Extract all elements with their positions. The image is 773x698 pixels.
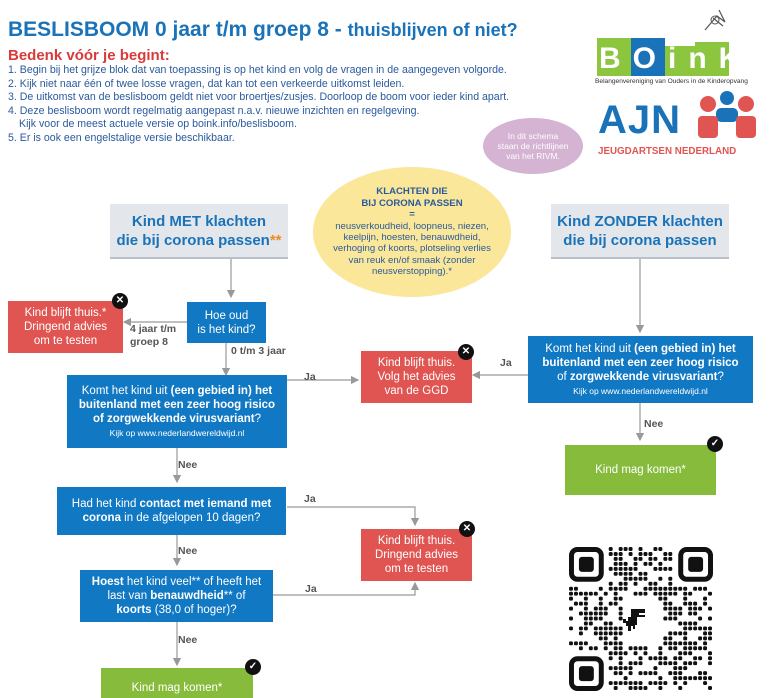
risk-link: Kijk op www.nederlandwereldwijd.nl (109, 427, 245, 438)
outcome-allowed-right (565, 445, 716, 495)
outcome-test-line-1: Kind blijft thuis. (377, 535, 456, 547)
label-risk-no: Nee (178, 459, 198, 471)
label-contact-no: Nee (178, 545, 198, 557)
rivm-line-1: In dit schema (507, 131, 559, 141)
title-main: BESLISBOOM 0 jaar t/m groep 8 (8, 18, 329, 41)
question-contact (57, 487, 286, 535)
label-contact-yes: Ja (304, 493, 316, 505)
question-risk-area (67, 375, 287, 448)
outcome-test-line-2: Dringend advies (374, 549, 459, 561)
rule-2: 2. Kijk niet naar één of twee losse vragen, dat kan tot een verkeerde uitkomst leiden. (8, 77, 405, 90)
age-question-line-1: Hoe oud (204, 309, 249, 322)
risk-right-link: Kijk op www.nederlandwereldwijd.nl (573, 385, 708, 396)
cough-line-1b: het kind veel** of heeft het (123, 576, 262, 588)
rule-4: 4. Deze beslisboom wordt regelmatig aangepast n.a.v. nieuwe inzichten en regelgeving. (8, 104, 420, 117)
question-cough (80, 570, 273, 622)
label-risk-yes: Ja (304, 371, 316, 383)
cough-line-2 (107, 589, 245, 603)
rule-1: 1. Begin bij het grijze blok dat van toepassing is op het kind en volg de vragen in de aangegeven volgorde. (8, 64, 507, 76)
boink-wordmark: BOinK (599, 42, 753, 75)
check-badge-right: ✓ (707, 436, 723, 452)
risk-right-line-1 (545, 342, 735, 356)
risk-line-3b: ? (254, 412, 262, 425)
risk-right-line-1b: (een gebied in) het (634, 342, 736, 355)
risk-right-line-2: buitenland met een zeer hoog risico (542, 356, 739, 369)
outcome-ggd-line-2: Volg het advies (377, 371, 456, 383)
risk-right-line-1a: Komt het kind uit (545, 342, 635, 355)
contact-line-1 (72, 497, 271, 511)
cross-badge-older: ✕ (112, 293, 128, 309)
risk-line-1 (82, 384, 272, 398)
symptoms-list: neusverkoudheid, loopneus, niezen, keelpijn, hoesten, benauwdheid, verhoging of koorts, plotseling verlies van reuk en/of smaak (zonder neusverstopping).* (333, 220, 491, 278)
outcome-older-line-1: Kind blijft thuis.* (24, 307, 107, 319)
arrow-contact-yes (287, 507, 415, 525)
outcome-test-line-3: om te testen (384, 563, 449, 575)
intro-heading: Bedenk vóór je begint: (8, 47, 170, 64)
symptoms-title-1: KLACHTEN DIE (376, 186, 448, 198)
label-right-yes: Ja (500, 357, 512, 369)
ajn-tagline: JEUGDARTSEN NEDERLAND (598, 146, 737, 157)
cough-line-1a: Hoest (91, 576, 124, 588)
contact-line-2 (83, 511, 261, 525)
cough-line-3 (116, 603, 236, 617)
risk-line-3a: of zorgwekkende virusvariant (92, 412, 255, 425)
outcome-allowed-right-text: Kind mag komen* (595, 464, 686, 476)
outcome-ggd-line-1: Kind blijft thuis. (377, 357, 456, 369)
contact-line-2b: in de afgelopen 10 dagen? (120, 512, 261, 524)
outcome-older-line-2: Dringend advies (23, 321, 108, 333)
start-with-line-2 (116, 231, 281, 250)
start-without-symptoms (551, 204, 729, 259)
risk-right-line-3 (557, 370, 724, 384)
cross-badge-test: ✕ (459, 521, 475, 537)
label-older (130, 323, 176, 349)
outcome-ggd-line-3: van de GGD (384, 385, 449, 397)
age-question (187, 302, 266, 343)
cough-line-3a: koorts (116, 604, 152, 616)
start-without-line-2: die bij corona passen (563, 231, 717, 249)
rivm-line-2: staan de richtlijnen (497, 141, 569, 151)
risk-right-line-3b: zorgwekkende virusvariant (569, 370, 718, 383)
risk-line-1b: (een gebied in) het (170, 384, 273, 397)
symptoms-info (313, 167, 511, 297)
start-with-line-1: Kind MET klachten (131, 212, 267, 230)
outcome-allowed-left-text: Kind mag komen* (131, 682, 223, 694)
symptoms-title-2: BIJ CORONA PASSEN (361, 197, 463, 209)
ajn-wordmark: AJN (598, 98, 682, 142)
cough-line-3b: (38,0 of hoger)? (151, 604, 237, 616)
title-separator: - (328, 18, 348, 41)
cough-line-2c: ** of (223, 590, 246, 602)
rule-4-continued: Kijk voor de meest actuele versie op boink.info/beslisboom. (19, 118, 297, 131)
risk-line-2: buitenland met een zeer hoog risico (78, 398, 276, 411)
outcome-older-line-3: om te testen (33, 335, 98, 347)
label-cough-yes: Ja (305, 583, 317, 595)
start-with-footnote-mark: ** (269, 231, 282, 249)
outcome-test (361, 529, 472, 581)
cross-badge-ggd: ✕ (458, 344, 474, 360)
rule-5: 5. Er is ook een engelstalige versie beschikbaar. (8, 131, 235, 144)
symptoms-equals: = (409, 209, 415, 221)
outcome-test-older (8, 301, 123, 353)
risk-line-3 (93, 412, 261, 426)
outcome-ggd (361, 351, 472, 403)
label-older-line-2: groep 8 (130, 336, 168, 348)
arrow-cough-yes (273, 583, 415, 595)
label-older-line-1: 4 jaar t/m (130, 323, 177, 335)
risk-right-line-3c: ? (717, 370, 724, 383)
risk-right-line-3a: of (557, 370, 570, 383)
start-with-line-2-text: die bij corona passen (116, 231, 270, 249)
cough-line-2a: last van (107, 590, 151, 602)
cough-line-1 (92, 575, 261, 589)
start-with-symptoms (110, 204, 288, 259)
title-subtitle: thuisblijven of niet? (347, 20, 518, 40)
start-without-line-1: Kind ZONDER klachten (557, 212, 723, 230)
contact-line-2a: corona (82, 512, 121, 524)
boink-tagline: Belangenvereniging van Ouders in de Kinderopvang (595, 78, 748, 85)
label-right-no: Nee (644, 418, 664, 430)
contact-line-1b: contact met iemand met (139, 498, 272, 510)
outcome-allowed-left (101, 668, 253, 698)
label-young: 0 t/m 3 jaar (231, 345, 286, 357)
qr-code[interactable] (569, 547, 713, 692)
risk-line-1a: Komt het kind uit (81, 384, 171, 397)
cough-line-2b: benauwdheid (150, 590, 224, 602)
check-badge-left: ✓ (245, 659, 261, 675)
age-question-line-2: is het kind? (197, 323, 256, 336)
label-cough-no: Nee (178, 634, 198, 646)
rivm-line-3: van het RIVM. (506, 151, 560, 161)
rule-3: 3. De uitkomst van de beslisboom geldt niet voor broertjes/zusjes. Doorloop de boom voor ieder kind apart. (8, 91, 510, 104)
question-risk-area-right (528, 336, 753, 403)
contact-line-1a: Had het kind (71, 498, 140, 510)
